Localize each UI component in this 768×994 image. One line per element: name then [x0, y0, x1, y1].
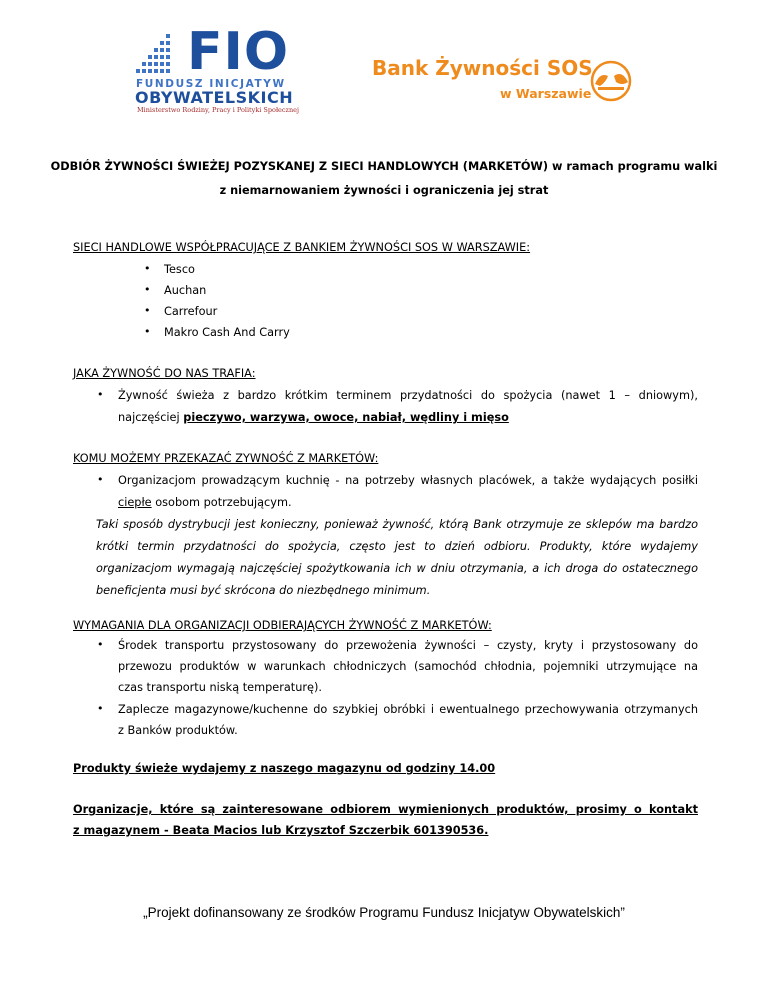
contact-line2: z magazynem - Beata Macios lub Krzysztof Szczerbik 601390536. — [73, 824, 489, 837]
document-title-line2: z niemarnowaniem żywności i ograniczenia jej strat — [219, 184, 549, 197]
bank-emblem-icon — [586, 60, 636, 102]
bank-logo-subtitle: w Warszawie — [500, 86, 592, 101]
food-line2 — [118, 411, 509, 425]
contact-line1: Organizacje, które są zainteresowane odbiorem wymienionych produktów, prosimy o kontakt — [73, 803, 698, 816]
bullet-icon: • — [97, 638, 104, 651]
document-title-line1: ODBIÓR ŻYWNOŚCI ŚWIEŻEJ POZYSKANEJ Z SIECI HANDLOWYCH (MARKETÓW) w ramach programu walki — [50, 160, 718, 173]
requirements-item2-line1: Zaplecze magazynowe/kuchenne do szybkiej obróbki i ewentualnego przechowywania otrzymanych — [118, 703, 698, 716]
list-item-label: Carrefour — [164, 305, 218, 318]
recipients-line2 — [118, 496, 292, 510]
food-line1: Żywność świeża z bardzo krótkim terminem przydatności do spożycia (nawet 1 – dniowym), — [118, 389, 698, 402]
networks-heading: SIECI HANDLOWE WSPÓŁPRACUJĄCE Z BANKIEM ŻYWNOŚCI SOS W WARSZAWIE: — [73, 241, 531, 254]
bullet-icon: • — [144, 283, 151, 296]
recipients-note-line4: beneficjenta musi być skrócona do niezbędnego minimum. — [96, 584, 431, 597]
food-heading: JAKA ŻYWNOŚĆ DO NAS TRAFIA: — [73, 367, 256, 380]
recipients-note-line1: Taki sposób dystrybucji jest konieczny, ponieważ żywność, którą Bank otrzymuje ze sklepów ma bardzo — [96, 518, 698, 531]
bullet-icon: • — [97, 473, 104, 486]
requirements-item1-line1: Środek transportu przystosowany do przewożenia żywności – czysty, kryty i przystosowany do — [118, 639, 698, 652]
fio-logo-ministry: Ministerstwo Rodziny, Pracy i Polityki Społecznej — [137, 106, 300, 114]
requirements-item1-line3: czas transportu niską temperaturę). — [118, 681, 322, 694]
requirements-heading: WYMAGANIA DLA ORGANIZACJI ODBIERAJĄCYCH ŻYWNOŚĆ Z MARKETÓW: — [73, 619, 492, 632]
recipients-note-line2: krótki termin przydatności do spożycia, często jest to dzień odbioru. Produkty, które wydajemy — [96, 540, 698, 553]
pickup-hours: Produkty świeże wydajemy z naszego magazynu od godziny 14.00 — [73, 762, 496, 775]
bullet-icon: • — [97, 388, 104, 401]
requirements-item2-line2: z Banków produktów. — [118, 724, 238, 737]
list-item-label: Tesco — [164, 263, 195, 276]
bank-logo-title: Bank Żywności SOS — [372, 56, 593, 80]
list-item-label: Auchan — [164, 284, 207, 297]
list-item-label: Makro Cash And Carry — [164, 326, 290, 339]
food-line2-prefix: najczęściej — [118, 411, 184, 424]
bullet-icon: • — [144, 325, 151, 338]
fio-logo-line1: FUNDUSZ INICJATYW — [136, 78, 286, 90]
fio-logo-line2: OBYWATELSKICH — [135, 88, 294, 107]
bullet-icon: • — [144, 304, 151, 317]
recipients-note-line3: organizacjom wymagają najczęściej spożytkowania ich w dniu otrzymania, a ich droga do ostatecznego — [96, 562, 698, 575]
recipients-line1: Organizacjom prowadzącym kuchnię - na potrzeby własnych placówek, a także wydających posiłki — [118, 474, 698, 487]
recipients-warm: ciepłe — [118, 496, 152, 509]
recipients-line2-rest: osobom potrzebującym. — [151, 496, 292, 509]
bullet-icon: • — [97, 702, 104, 715]
bullet-icon: • — [144, 262, 151, 275]
requirements-item1-line2: przewozu produktów w warunkach chłodniczych (samochód chłodnia, pojemniki utrzymujące na — [118, 660, 698, 673]
funding-footer: „Projekt dofinansowany ze środków Programu Fundusz Inicjatyw Obywatelskich” — [143, 905, 625, 920]
recipients-heading: KOMU MOŻEMY PRZEKAZAĆ ZYWNOŚĆ Z MARKETÓW: — [73, 452, 379, 465]
fio-logo-word: FIO — [187, 22, 290, 82]
fio-dots-graphic — [136, 34, 172, 80]
food-types: pieczywo, warzywa, owoce, nabiał, wędliny i mięso — [183, 411, 509, 424]
